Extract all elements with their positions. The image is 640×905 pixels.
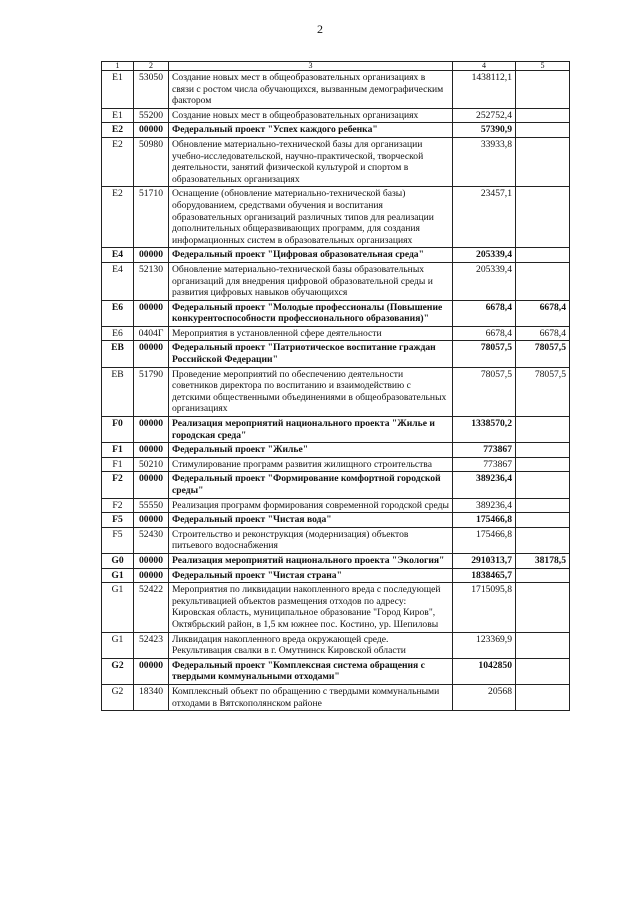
- amount-1-cell: 175466,8: [453, 527, 516, 553]
- program-code-cell: F2: [102, 472, 134, 498]
- item-name-cell: Реализация программ формирования современной городской среды: [169, 498, 453, 513]
- page-number: 2: [317, 22, 323, 36]
- expense-code-cell: 52422: [134, 583, 169, 632]
- program-code-cell: G2: [102, 684, 134, 710]
- amount-1-cell: 78057,5: [453, 341, 516, 367]
- table-row: [102, 513, 570, 528]
- table-row: [102, 326, 570, 341]
- program-code-cell: EB: [102, 341, 134, 367]
- expense-code-cell: 0404Г: [134, 326, 169, 341]
- expense-code-cell: 50210: [134, 457, 169, 472]
- expense-code-cell: 00000: [134, 341, 169, 367]
- table-row: [102, 108, 570, 123]
- amount-1-cell: 252752,4: [453, 108, 516, 123]
- expense-code-cell: 00000: [134, 300, 169, 326]
- table-row: [102, 300, 570, 326]
- item-name-cell: Федеральный проект "Успех каждого ребенка": [169, 123, 453, 138]
- amount-2-cell: [516, 457, 570, 472]
- program-code-cell: F1: [102, 457, 134, 472]
- item-name-cell: Создание новых мест в общеобразовательных организациях: [169, 108, 453, 123]
- column-number-4: 4: [453, 62, 516, 71]
- amount-2-cell: [516, 248, 570, 263]
- table-row: [102, 527, 570, 553]
- amount-1-cell: 2910313,7: [453, 553, 516, 568]
- expense-code-cell: 00000: [134, 417, 169, 443]
- amount-2-cell: [516, 472, 570, 498]
- amount-1-cell: 1042850: [453, 658, 516, 684]
- expense-code-cell: 53050: [134, 71, 169, 109]
- amount-1-cell: 20568: [453, 684, 516, 710]
- expense-code-cell: 50980: [134, 137, 169, 186]
- expense-code-cell: 00000: [134, 248, 169, 263]
- table-row: [102, 568, 570, 583]
- expense-code-cell: 00000: [134, 658, 169, 684]
- table-row: [102, 417, 570, 443]
- expense-code-cell: 18340: [134, 684, 169, 710]
- item-name-cell: Мероприятия в установленной сфере деятельности: [169, 326, 453, 341]
- amount-2-cell: [516, 137, 570, 186]
- expense-code-cell: 00000: [134, 123, 169, 138]
- table-row: [102, 632, 570, 658]
- item-name-cell: Ликвидация накопленного вреда окружающей среде. Рекультивация свалки в г. Омутнинск Кировской области: [169, 632, 453, 658]
- amount-1-cell: 175466,8: [453, 513, 516, 528]
- expense-code-cell: 52130: [134, 262, 169, 300]
- item-name-cell: Федеральный проект "Патриотическое воспитание граждан Российской Федерации": [169, 341, 453, 367]
- amount-1-cell: 23457,1: [453, 187, 516, 248]
- amount-1-cell: 6678,4: [453, 300, 516, 326]
- program-code-cell: E1: [102, 108, 134, 123]
- program-code-cell: G0: [102, 553, 134, 568]
- expense-code-cell: 00000: [134, 513, 169, 528]
- amount-2-cell: [516, 187, 570, 248]
- expense-code-cell: 51790: [134, 367, 169, 416]
- program-code-cell: F5: [102, 527, 134, 553]
- amount-1-cell: 389236,4: [453, 472, 516, 498]
- program-code-cell: E2: [102, 137, 134, 186]
- program-code-cell: G2: [102, 658, 134, 684]
- table-row: [102, 498, 570, 513]
- amount-2-cell: [516, 583, 570, 632]
- table-row: [102, 341, 570, 367]
- amount-2-cell: [516, 262, 570, 300]
- amount-1-cell: 6678,4: [453, 326, 516, 341]
- amount-2-cell: [516, 71, 570, 109]
- table-row: [102, 684, 570, 710]
- amount-2-cell: 6678,4: [516, 300, 570, 326]
- item-name-cell: Реализация мероприятий национального проекта "Жилье и городская среда": [169, 417, 453, 443]
- item-name-cell: Обновление материально-технической базы образовательных организаций для внедрения цифровой образовательной среды и развития цифровых навыков обучающихся: [169, 262, 453, 300]
- item-name-cell: Федеральный проект "Молодые профессионалы (Повышение конкурентоспособности профессионального образования)": [169, 300, 453, 326]
- amount-1-cell: 57390,9: [453, 123, 516, 138]
- program-code-cell: G1: [102, 568, 134, 583]
- amount-2-cell: [516, 123, 570, 138]
- program-code-cell: EB: [102, 367, 134, 416]
- program-code-cell: E1: [102, 71, 134, 109]
- amount-1-cell: 123369,9: [453, 632, 516, 658]
- amount-2-cell: 6678,4: [516, 326, 570, 341]
- item-name-cell: Федеральный проект "Чистая вода": [169, 513, 453, 528]
- amount-2-cell: [516, 443, 570, 458]
- program-code-cell: F1: [102, 443, 134, 458]
- expense-code-cell: 55550: [134, 498, 169, 513]
- item-name-cell: Реализация мероприятий национального проекта "Экология": [169, 553, 453, 568]
- item-name-cell: Строительство и реконструкция (модернизация) объектов питьевого водоснабжения: [169, 527, 453, 553]
- item-name-cell: Федеральный проект "Чистая страна": [169, 568, 453, 583]
- expense-code-cell: 00000: [134, 443, 169, 458]
- column-number-1: 1: [102, 62, 134, 71]
- amount-2-cell: 38178,5: [516, 553, 570, 568]
- program-code-cell: E2: [102, 123, 134, 138]
- table-row: [102, 658, 570, 684]
- column-number-row: [102, 62, 570, 71]
- amount-1-cell: 205339,4: [453, 262, 516, 300]
- amount-2-cell: [516, 632, 570, 658]
- column-number-5: 5: [516, 62, 570, 71]
- program-code-cell: E4: [102, 248, 134, 263]
- expense-code-cell: 00000: [134, 472, 169, 498]
- amount-2-cell: [516, 568, 570, 583]
- item-name-cell: Создание новых мест в общеобразовательных организациях в связи с ростом числа обучающихся, вызванным демографическим фактором: [169, 71, 453, 109]
- table-row: [102, 187, 570, 248]
- amount-1-cell: 1838465,7: [453, 568, 516, 583]
- amount-2-cell: [516, 684, 570, 710]
- program-code-cell: E2: [102, 187, 134, 248]
- table-row: [102, 137, 570, 186]
- table-row: [102, 123, 570, 138]
- amount-1-cell: 33933,8: [453, 137, 516, 186]
- program-code-cell: F2: [102, 498, 134, 513]
- amount-1-cell: 205339,4: [453, 248, 516, 263]
- column-number-2: 2: [134, 62, 169, 71]
- budget-table: [101, 61, 570, 711]
- amount-1-cell: 773867: [453, 443, 516, 458]
- expense-code-cell: 00000: [134, 553, 169, 568]
- item-name-cell: Федеральный проект "Формирование комфортной городской среды": [169, 472, 453, 498]
- expense-code-cell: 52430: [134, 527, 169, 553]
- amount-1-cell: 389236,4: [453, 498, 516, 513]
- amount-1-cell: 1338570,2: [453, 417, 516, 443]
- program-code-cell: G1: [102, 632, 134, 658]
- amount-1-cell: 1715095,8: [453, 583, 516, 632]
- table-row: [102, 367, 570, 416]
- table-row: [102, 457, 570, 472]
- table-row: [102, 583, 570, 632]
- table-row: [102, 443, 570, 458]
- item-name-cell: Федеральный проект "Цифровая образовательная среда": [169, 248, 453, 263]
- table-row: [102, 248, 570, 263]
- item-name-cell: Обновление материально-технической базы для организации учебно-исследовательской, научно-практической, творческой деятельности, занятий физической культурой и спортом в образовательных организациях: [169, 137, 453, 186]
- item-name-cell: Комплексный объект по обращению с твердыми коммунальными отходами в Вятскополянском районе: [169, 684, 453, 710]
- amount-2-cell: [516, 658, 570, 684]
- expense-code-cell: 51710: [134, 187, 169, 248]
- program-code-cell: E4: [102, 262, 134, 300]
- program-code-cell: E6: [102, 326, 134, 341]
- amount-2-cell: [516, 527, 570, 553]
- program-code-cell: F0: [102, 417, 134, 443]
- expense-code-cell: 55200: [134, 108, 169, 123]
- amount-1-cell: 1438112,1: [453, 71, 516, 109]
- amount-2-cell: [516, 417, 570, 443]
- item-name-cell: Оснащение (обновление материально-технической базы) оборудованием, средствами обучения и воспитания образовательных организаций различных типов для реализации дополнительных общеразвивающих программ, для создания информационных систем в образовательных организациях: [169, 187, 453, 248]
- table-row: [102, 553, 570, 568]
- amount-2-cell: [516, 513, 570, 528]
- program-code-cell: E6: [102, 300, 134, 326]
- program-code-cell: F5: [102, 513, 134, 528]
- amount-2-cell: 78057,5: [516, 367, 570, 416]
- expense-code-cell: 00000: [134, 568, 169, 583]
- expense-code-cell: 52423: [134, 632, 169, 658]
- program-code-cell: G1: [102, 583, 134, 632]
- column-number-3: 3: [169, 62, 453, 71]
- table-row: [102, 71, 570, 109]
- amount-1-cell: 78057,5: [453, 367, 516, 416]
- amount-1-cell: 773867: [453, 457, 516, 472]
- item-name-cell: Стимулирование программ развития жилищного строительства: [169, 457, 453, 472]
- amount-2-cell: [516, 108, 570, 123]
- table-row: [102, 262, 570, 300]
- item-name-cell: Проведение мероприятий по обеспечению деятельности советников директора по воспитанию и взаимодействию с детскими общественными объединениями в общеобразовательных организациях: [169, 367, 453, 416]
- item-name-cell: Федеральный проект "Жилье": [169, 443, 453, 458]
- amount-2-cell: 78057,5: [516, 341, 570, 367]
- amount-2-cell: [516, 498, 570, 513]
- item-name-cell: Мероприятия по ликвидации накопленного вреда с последующей рекультивацией объектов размещения отходов по адресу: Кировская область, муниципальное образование "Город Киров", Октябрьский район, в 1,5 км южнее пос. Костино, ур. Шепиловы: [169, 583, 453, 632]
- table-row: [102, 472, 570, 498]
- item-name-cell: Федеральный проект "Комплексная система обращения с твердыми коммунальными отходами": [169, 658, 453, 684]
